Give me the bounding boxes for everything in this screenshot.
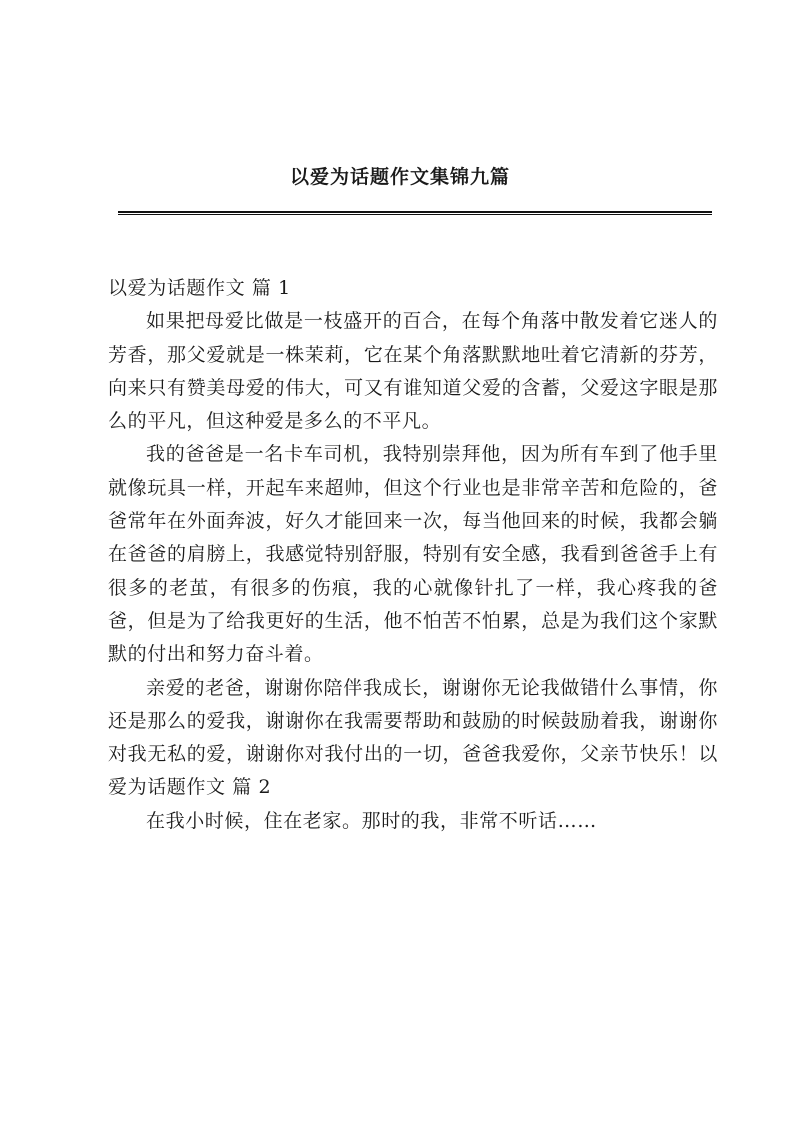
document-title: 以爱为话题作文集锦九篇: [289, 166, 510, 188]
paragraph-4: 在我小时候，住在老家。那时的我，非常不听话……: [146, 809, 597, 832]
document-body: [108, 272, 718, 838]
section-heading-2: 以爱为话题作文 篇 2: [108, 743, 718, 799]
paragraph-3-text: 亲爱的老爸，谢谢你陪伴我成长，谢谢你无论我做错什么事情，你还是那么的爱我，谢谢你在我需要帮助和鼓励的时候鼓励着我，谢谢你对我无私的爱，谢谢你对我付出的一切，爸爸我爱你，父亲节快乐！: [108, 676, 718, 766]
title-divider: [118, 211, 712, 215]
section-heading-1: 以爱为话题作文 篇 1: [108, 277, 291, 299]
paragraph-3: [108, 672, 718, 805]
paragraph-1: 如果把母爱比做是一枝盛开的百合，在每个角落中散发着它迷人的芳香，那父爱就是一株茉莉，它在某个角落默默地吐着它清新的芬芳，向来只有赞美母爱的伟大，可又有谁知道父爱的含蓄，父爱这字眼是那么的平凡，但这种爱是多么的不平凡。: [108, 310, 718, 433]
paragraph-2: 我的爸爸是一名卡车司机，我特别崇拜他，因为所有车到了他手里就像玩具一样，开起车来超帅，但这个行业也是非常辛苦和危险的，爸爸常年在外面奔波，好久才能回来一次，每当他回来的时候，我都会躺在爸爸的肩膀上，我感觉特别舒服，特别有安全感，我看到爸爸手上有很多的老茧，有很多的伤痕，我的心就像针扎了一样，我心疼我的爸爸，但是为了给我更好的生活，他不怕苦不怕累，总是为我们这个家默默的付出和努力奋斗着。: [108, 443, 718, 666]
